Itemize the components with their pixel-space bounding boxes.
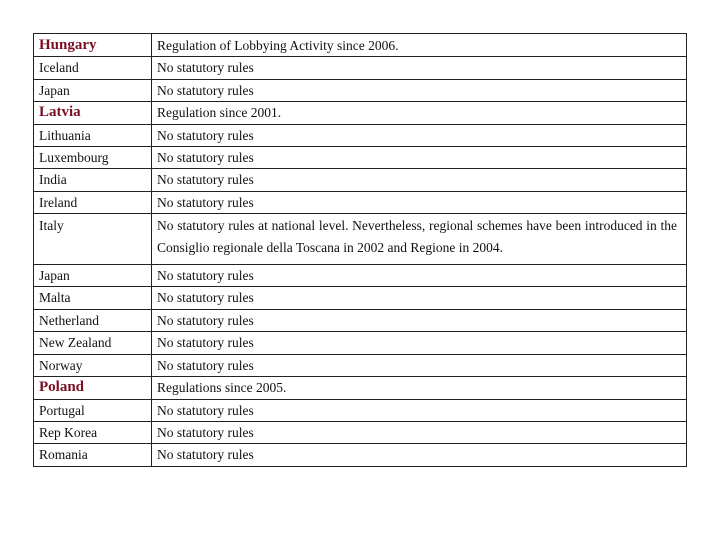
- regulation-cell: No statutory rules: [152, 191, 687, 213]
- regulation-cell: No statutory rules: [152, 444, 687, 466]
- country-cell: Luxembourg: [34, 147, 152, 169]
- regulation-cell: No statutory rules: [152, 147, 687, 169]
- country-cell: Hungary: [34, 34, 152, 57]
- table-row: [34, 444, 687, 466]
- table-row: [34, 265, 687, 287]
- table-row: [34, 34, 687, 57]
- regulation-cell: No statutory rules: [152, 265, 687, 287]
- country-cell: Japan: [34, 79, 152, 101]
- regulation-cell: No statutory rules: [152, 421, 687, 443]
- table-row: [34, 354, 687, 376]
- country-cell: Italy: [34, 214, 152, 265]
- regulation-cell: No statutory rules: [152, 79, 687, 101]
- regulation-cell: Regulations since 2005.: [152, 377, 687, 399]
- lobbying-regulation-table: [33, 33, 687, 467]
- regulation-cell: No statutory rules: [152, 354, 687, 376]
- country-cell: India: [34, 169, 152, 191]
- regulation-cell: No statutory rules: [152, 124, 687, 146]
- table-row: [34, 214, 687, 265]
- table-row: [34, 309, 687, 331]
- regulation-cell: No statutory rules: [152, 169, 687, 191]
- country-cell: Latvia: [34, 102, 152, 124]
- country-cell: Portugal: [34, 399, 152, 421]
- country-cell: Ireland: [34, 191, 152, 213]
- table-row: [34, 287, 687, 309]
- table-row: [34, 102, 687, 124]
- table-row: [34, 57, 687, 79]
- country-cell: Malta: [34, 287, 152, 309]
- table-row: [34, 332, 687, 354]
- regulation-cell: No statutory rules: [152, 332, 687, 354]
- table-row: [34, 377, 687, 399]
- table-row: [34, 399, 687, 421]
- country-cell: Rep Korea: [34, 421, 152, 443]
- table-row: [34, 79, 687, 101]
- regulation-cell: Regulation of Lobbying Activity since 2006.: [152, 34, 687, 57]
- table-row: [34, 421, 687, 443]
- regulation-cell: No statutory rules: [152, 287, 687, 309]
- country-cell: Norway: [34, 354, 152, 376]
- country-cell: Lithuania: [34, 124, 152, 146]
- regulation-cell: Regulation since 2001.: [152, 102, 687, 124]
- country-cell: Poland: [34, 377, 152, 399]
- table-row: [34, 124, 687, 146]
- country-cell: Netherland: [34, 309, 152, 331]
- country-cell: New Zealand: [34, 332, 152, 354]
- regulation-cell: No statutory rules at national level. Nevertheless, regional schemes have been introduced in the Consiglio regionale della Toscana in 2002 and Regione in 2004.: [152, 214, 687, 265]
- country-cell: Romania: [34, 444, 152, 466]
- country-cell: Iceland: [34, 57, 152, 79]
- regulation-cell: No statutory rules: [152, 399, 687, 421]
- regulation-cell: No statutory rules: [152, 57, 687, 79]
- table-row: [34, 191, 687, 213]
- regulation-cell: No statutory rules: [152, 309, 687, 331]
- country-cell: Japan: [34, 265, 152, 287]
- table-row: [34, 169, 687, 191]
- table-row: [34, 147, 687, 169]
